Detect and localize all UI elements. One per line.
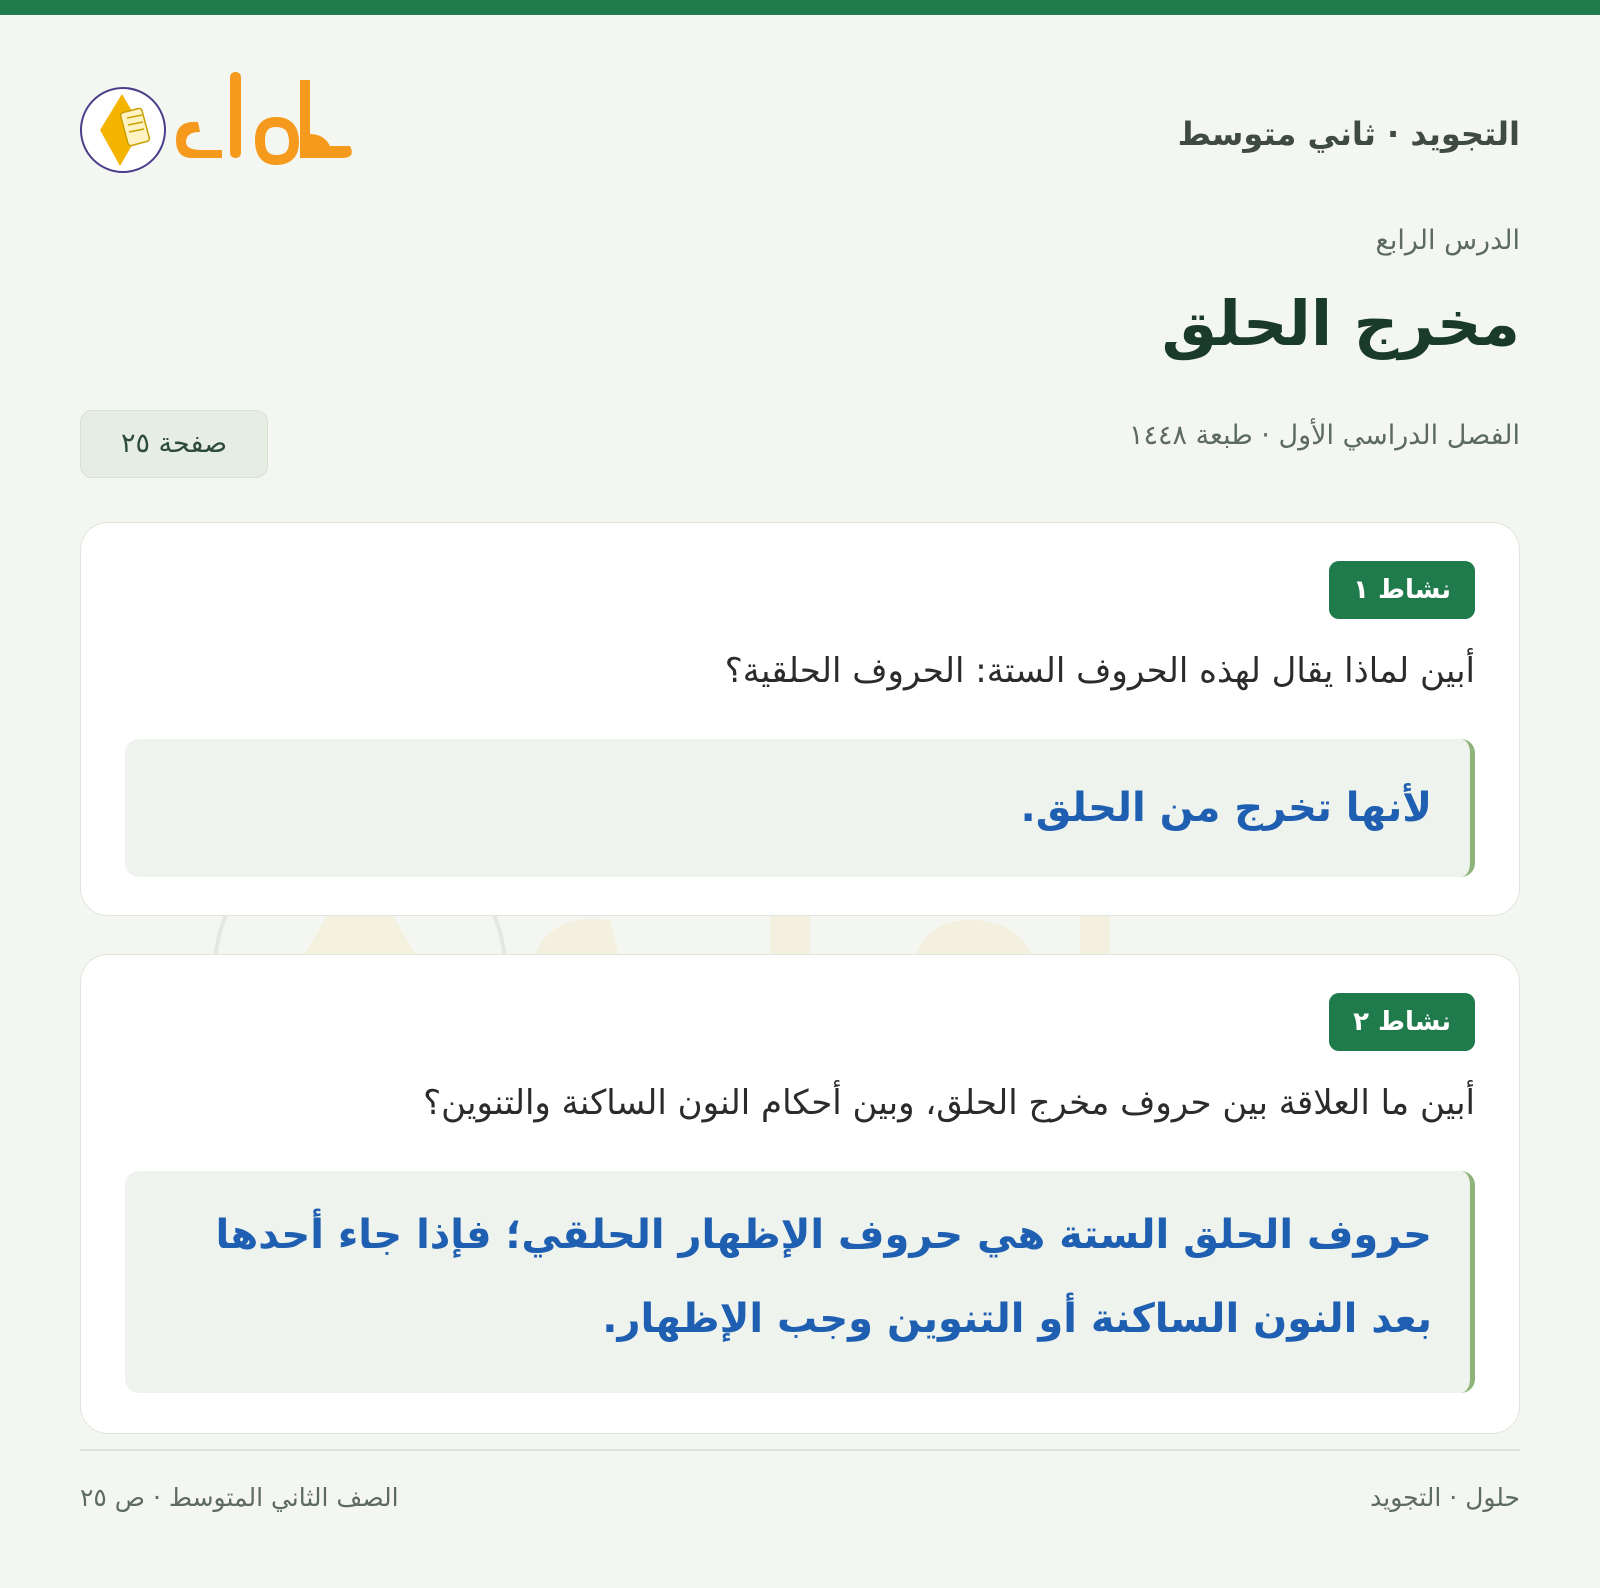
activity-badge: نشاط ٢ (1329, 993, 1475, 1051)
activity-card-1 (80, 522, 1520, 916)
footer-site-subject: حلول · التجويد (1370, 1483, 1520, 1512)
footer-grade-page: الصف الثاني المتوسط · ص ٢٥ (80, 1483, 399, 1512)
edition-info: الفصل الدراسي الأول · طبعة ١٤٤٨ (1128, 420, 1520, 451)
activity-card-2 (80, 954, 1520, 1434)
header (80, 70, 1520, 190)
top-accent-bar (0, 0, 1600, 15)
page (80, 15, 1520, 1588)
answer-box (125, 1171, 1475, 1393)
lesson-title: مخرج الحلق (1161, 287, 1520, 360)
activity-badge: نشاط ١ (1329, 561, 1475, 619)
activity-question: أبين ما العلاقة بين حروف مخرج الحلق، وبين أحكام النون الساكنة والتنوين؟ (423, 1083, 1475, 1123)
activity-question: أبين لماذا يقال لهذه الحروف الستة: الحروف الحلقية؟ (724, 651, 1475, 691)
subject-title: التجويد · ثاني متوسط (1177, 115, 1520, 153)
lesson-number: الدرس الرابع (1375, 225, 1520, 256)
activity-answer: لأنها تخرج من الحلق. (1020, 785, 1432, 831)
hulul-logo (80, 70, 360, 190)
activity-answer: حروف الحلق الستة هي حروف الإظهار الحلقي؛ فإذا جاء أحدها بعد النون الساكنة أو التنوين وجب الإظهار. (215, 1212, 1432, 1342)
answer-box (125, 739, 1475, 877)
footer-divider (80, 1449, 1520, 1451)
page-badge: صفحة ٢٥ (80, 410, 268, 478)
